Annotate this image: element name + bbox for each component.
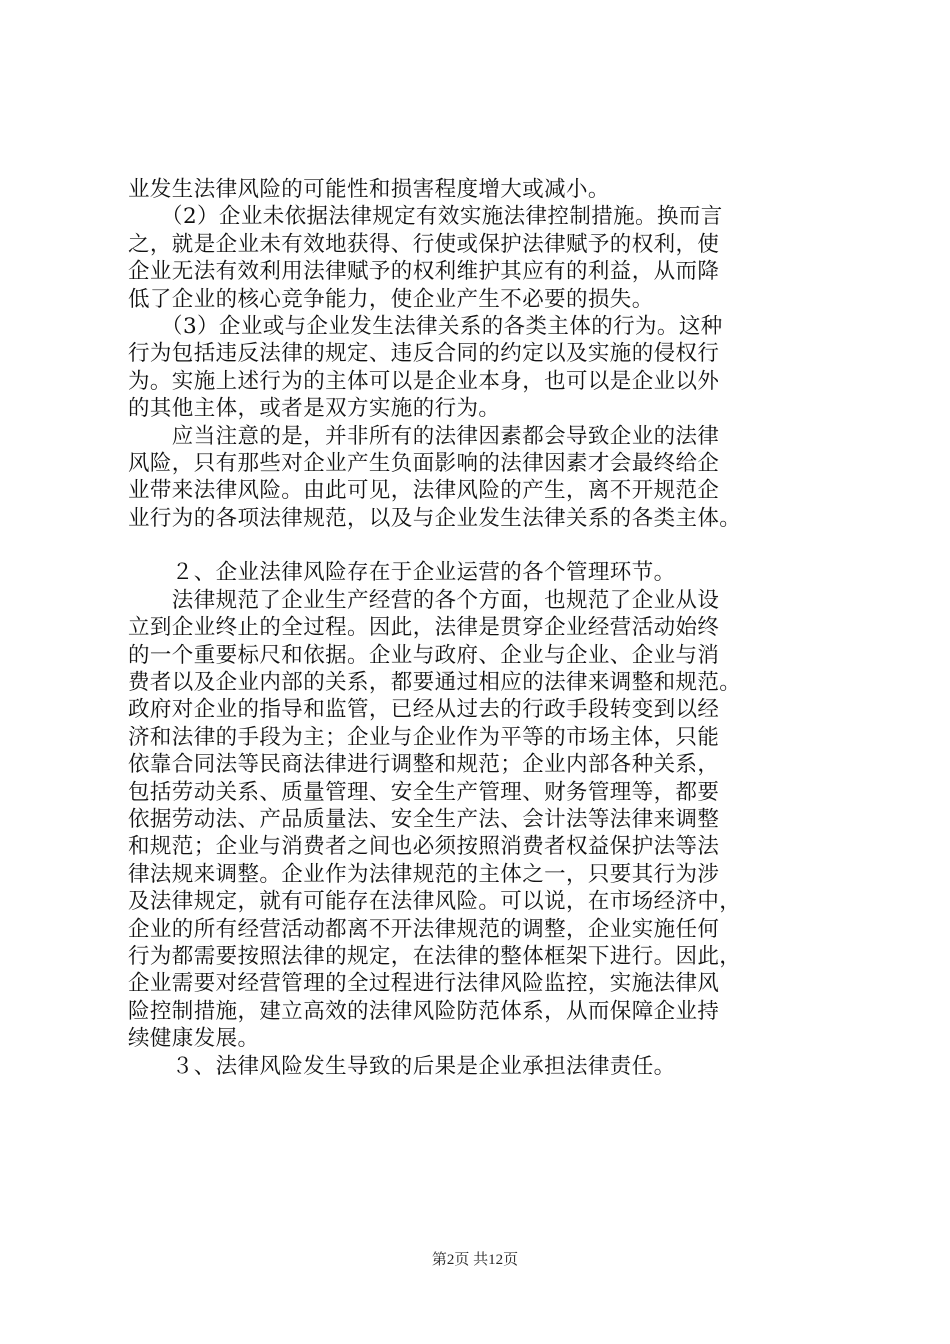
text-line: 包括劳动关系、质量管理、安全生产管理、财务管理等，都要	[128, 779, 720, 805]
body-text	[128, 176, 848, 1080]
text-line: 立到企业终止的全过程。因此，法律是贯穿企业经营活动始终	[128, 615, 720, 641]
text-line: 依靠合同法等民商法律进行调整和规范；企业内部各种关系，	[128, 752, 720, 778]
text-line: 行为都需要按照法律的规定，在法律的整体框架下进行。因此，	[128, 943, 742, 969]
text-line: 企业的所有经营活动都离不开法律规范的调整，企业实施任何	[128, 916, 720, 942]
text-line: 的其他主体，或者是双方实施的行为。	[128, 396, 501, 422]
text-line: 企业无法有效利用法律赋予的权利维护其应有的利益，从而降	[128, 259, 720, 285]
text-line: 为。实施上述行为的主体可以是企业本身，也可以是企业以外	[128, 368, 720, 394]
text-line: 业行为的各项法律规范，以及与企业发生法律关系的各类主体。	[128, 505, 742, 531]
text-line: 险控制措施，建立高效的法律风险防范体系，从而保障企业持	[128, 998, 720, 1024]
text-line: （3）企业或与企业发生法律关系的各类主体的行为。这种	[128, 313, 723, 339]
text-line: 应当注意的是，并非所有的法律因素都会导致企业的法律	[128, 423, 720, 449]
text-line: 律法规来调整。企业作为法律规范的主体之一，只要其行为涉	[128, 861, 720, 887]
text-line: 法律规范了企业生产经营的各个方面，也规范了企业从设	[128, 587, 720, 613]
text-line: 行为包括违反法律的规定、违反合同的约定以及实施的侵权行	[128, 341, 720, 367]
text-line: （2）企业未依据法律规定有效实施法律控制措施。换而言	[128, 204, 723, 230]
text-line: 业带来法律风险。由此可见，法律风险的产生，离不开规范企	[128, 478, 720, 504]
text-line: 和规范；企业与消费者之间也必须按照消费者权益保护法等法	[128, 834, 720, 860]
text-line: 的一个重要标尺和依据。企业与政府、企业与企业、企业与消	[128, 642, 720, 668]
text-line: 费者以及企业内部的关系，都要通过相应的法律来调整和规范。	[128, 670, 742, 696]
text-line: 风险，只有那些对企业产生负面影响的法律因素才会最终给企	[128, 450, 720, 476]
text-line: 济和法律的手段为主；企业与企业作为平等的市场主体，只能	[128, 724, 720, 750]
paragraph-gap	[128, 532, 848, 559]
text-line: 及法律规定，就有可能存在法律风险。可以说，在市场经济中，	[128, 889, 742, 915]
text-line: 低了企业的核心竞争能力，使企业产生不必要的损失。	[128, 286, 654, 312]
page-footer: 第2页 共12页	[431, 1252, 519, 1268]
text-line: 续健康发展。	[128, 1026, 260, 1052]
text-line: 业发生法律风险的可能性和损害程度增大或减小。	[128, 177, 610, 202]
text-line: ２、企业法律风险存在于企业运营的各个管理环节。	[128, 560, 676, 586]
text-line: 政府对企业的指导和监管，已经从过去的行政手段转变到以经	[128, 697, 720, 723]
text-line: 之，就是企业未有效地获得、行使或保护法律赋予的权利，使	[128, 231, 720, 257]
text-line: 企业需要对经营管理的全过程进行法律风险监控，实施法律风	[128, 971, 720, 997]
text-line: ３、法律风险发生导致的后果是企业承担法律责任。	[128, 1053, 676, 1079]
text-line: 依据劳动法、产品质量法、安全生产法、会计法等法律来调整	[128, 806, 720, 832]
